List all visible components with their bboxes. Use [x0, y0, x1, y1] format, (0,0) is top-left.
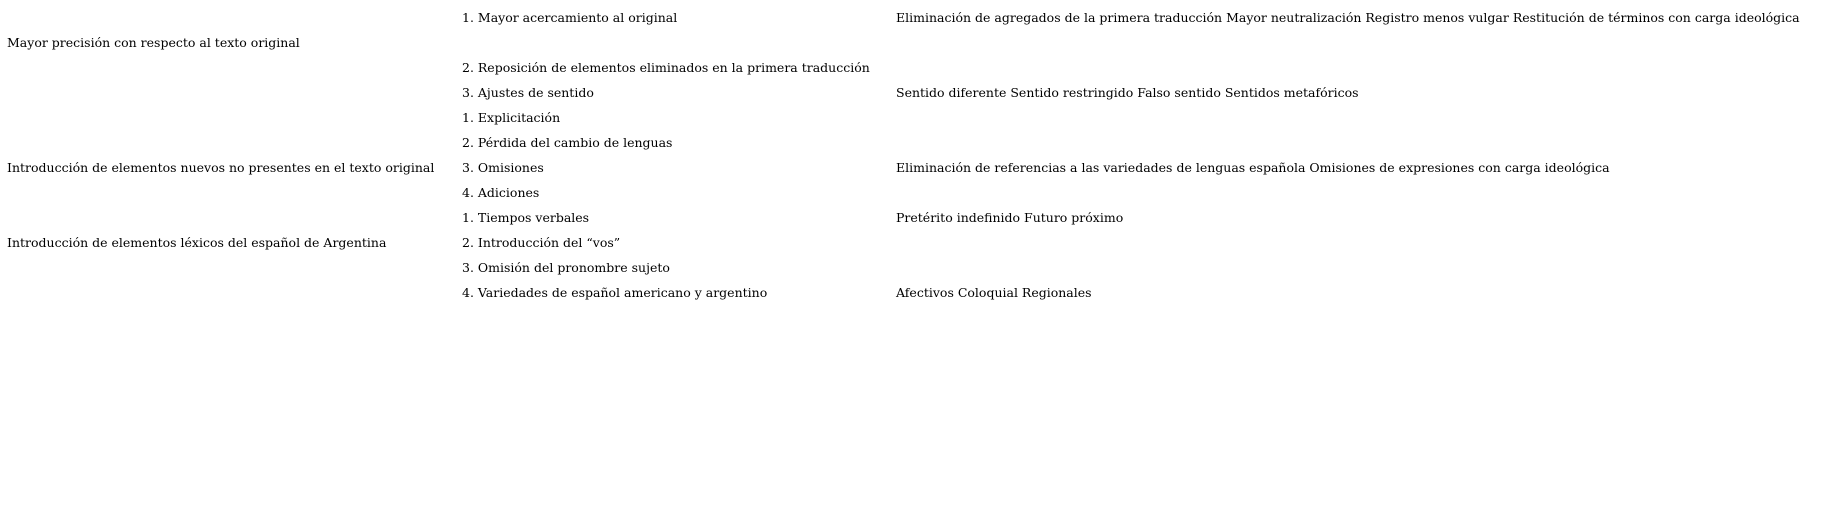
- category-cell: [7, 8, 462, 33]
- subcategory-cell: 3. Ajustes de sentido: [462, 85, 594, 100]
- subcategory-cell: 1. Mayor acercamiento al original: [462, 10, 678, 25]
- details-cell: [896, 58, 1846, 83]
- details-cell: [896, 183, 1846, 208]
- details-cell: Afectivos Coloquial Regionales: [896, 285, 1092, 300]
- table-row: [7, 183, 1846, 208]
- table-row: [7, 158, 1846, 183]
- table-row: [7, 258, 1846, 283]
- details-cell: Eliminación de agregados de la primera traducción Mayor neutralización Registro menos vulgar Restitución de términos con carga ideológica: [896, 10, 1800, 25]
- details-cell: [896, 133, 1846, 158]
- table-row: [7, 108, 1846, 133]
- table-row: [7, 233, 1846, 258]
- category-cell: [7, 133, 462, 158]
- subcategory-cell: 3. Omisiones: [462, 160, 544, 175]
- category-cell: [7, 108, 462, 133]
- subcategory-cell: 2. Pérdida del cambio de lenguas: [462, 135, 673, 150]
- category-cell: [7, 258, 462, 283]
- category-cell: Introducción de elementos nuevos no presentes en el texto original: [7, 160, 435, 175]
- subcategory-cell: 4. Variedades de español americano y argentino: [462, 285, 768, 300]
- table-row: [7, 283, 1846, 308]
- table-row: [7, 8, 1846, 33]
- subcategory-cell: [462, 33, 896, 58]
- table-row: [7, 33, 1846, 58]
- category-cell: [7, 283, 462, 308]
- table-row: [7, 58, 1846, 83]
- category-cell: Introducción de elementos léxicos del español de Argentina: [7, 235, 387, 250]
- subcategory-cell: 4. Adiciones: [462, 185, 540, 200]
- subcategory-cell: 1. Tiempos verbales: [462, 210, 590, 225]
- details-cell: Sentido diferente Sentido restringido Falso sentido Sentidos metafóricos: [896, 85, 1359, 100]
- details-cell: Eliminación de referencias a las variedades de lenguas española Omisiones de expresiones con carga ideológica: [896, 160, 1610, 175]
- subcategory-cell: 1. Explicitación: [462, 110, 561, 125]
- category-cell: Mayor precisión con respecto al texto original: [7, 35, 300, 50]
- details-cell: [896, 233, 1846, 258]
- category-cell: [7, 83, 462, 108]
- details-cell: Pretérito indefinido Futuro próximo: [896, 210, 1124, 225]
- category-cell: [7, 183, 462, 208]
- subcategory-cell: 2. Reposición de elementos eliminados en la primera traducción: [462, 60, 870, 75]
- details-cell: [896, 108, 1846, 133]
- subcategory-cell: 2. Introducción del “vos”: [462, 235, 621, 250]
- table-row: [7, 133, 1846, 158]
- table-row: [7, 83, 1846, 108]
- details-cell: [896, 258, 1846, 283]
- subcategory-cell: 3. Omisión del pronombre sujeto: [462, 260, 670, 275]
- category-cell: [7, 208, 462, 233]
- details-cell: [896, 33, 1846, 58]
- table-row: [7, 208, 1846, 233]
- category-cell: [7, 58, 462, 83]
